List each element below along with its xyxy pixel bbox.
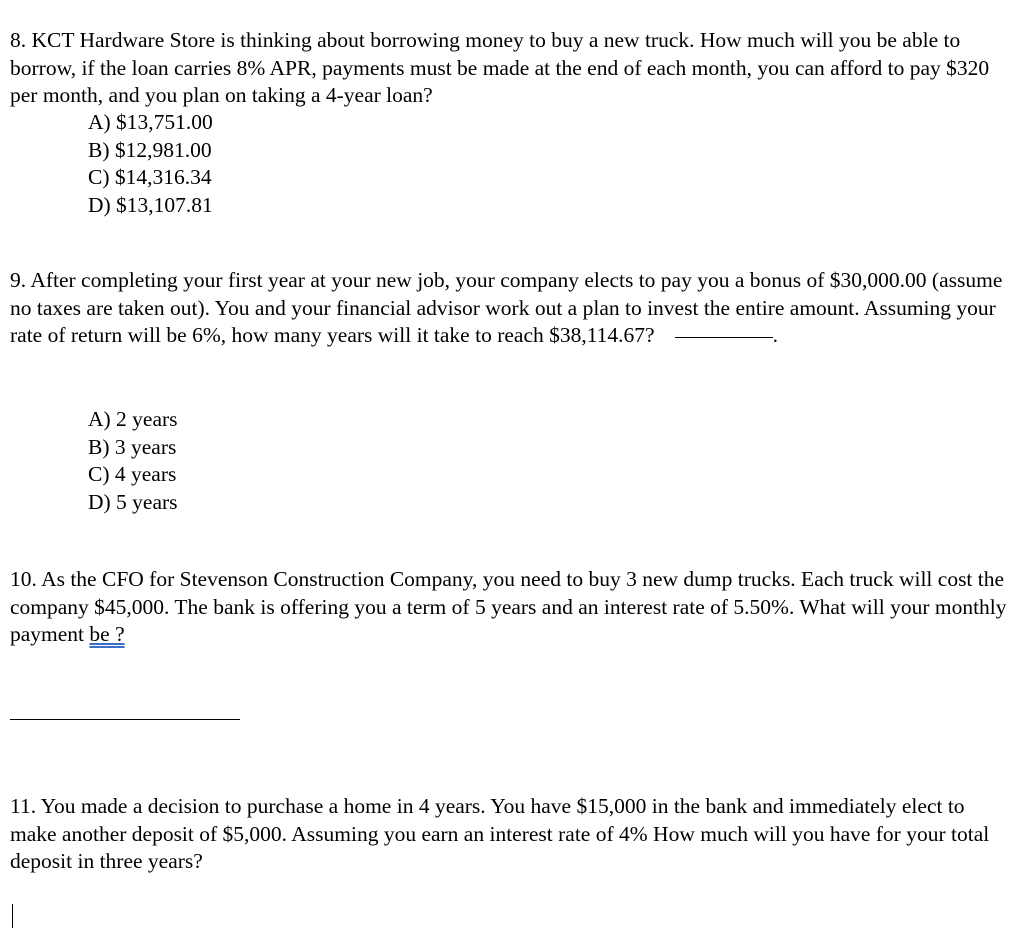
- text-cursor: [12, 904, 13, 928]
- question-9: [10, 267, 1015, 350]
- question-8-text: 8. KCT Hardware Store is thinking about borrowing money to buy a new truck. How much will you be able to borrow, if the loan carries 8% APR, payments must be made at the end of each month, you can afford to pay $320 per month, and you plan on taking a 4-year loan?: [10, 28, 990, 107]
- question-10: [10, 566, 1015, 649]
- option-d: D) $13,107.81: [88, 192, 213, 217]
- answer-line: [10, 719, 240, 720]
- blank-suffix: .: [772, 323, 778, 347]
- question-9-body: 9. After completing your first year at your new job, your company elects to pay you a bonus of $30,000.00 (assume no taxes are taken out). You and your financial advisor work out a plan to invest the entire amount. Assuming your rate of return will be 6%, how many years will it take to reach $38,114.67?: [10, 268, 1003, 347]
- question-11: [10, 793, 1015, 876]
- option-c: C) 4 years: [88, 462, 177, 486]
- question-10-text: [10, 566, 1015, 649]
- option-b: B) $12,981.00: [88, 137, 212, 162]
- option-c: C) $14,316.34: [88, 165, 212, 189]
- option-a: A) 2 years: [88, 407, 178, 431]
- option-b: B) 3 years: [88, 434, 177, 459]
- question-10-body: 10. As the CFO for Stevenson Construction Company, you need to buy 3 new dump trucks. Each truck will cost the company $45,000. The bank is offering you a term of 5 years and an interest rate of 5.50%. What will your monthly payment: [10, 567, 1007, 646]
- answer-blank: [675, 337, 773, 338]
- option-d: D) 5 years: [88, 489, 178, 514]
- question-11-text: 11. You made a decision to purchase a home in 4 years. You have $15,000 in the bank and immediately elect to make another deposit of $5,000. Assuming you earn an interest rate of 4% How much will you have for your total deposit in three years?: [10, 794, 990, 873]
- option-a: A) $13,751.00: [88, 110, 213, 134]
- question-9-options: [88, 406, 178, 516]
- spelling-flag[interactable]: be ?: [89, 622, 125, 646]
- question-9-text: [10, 267, 1015, 350]
- question-8-options: [88, 109, 213, 219]
- question-8: [10, 27, 1015, 110]
